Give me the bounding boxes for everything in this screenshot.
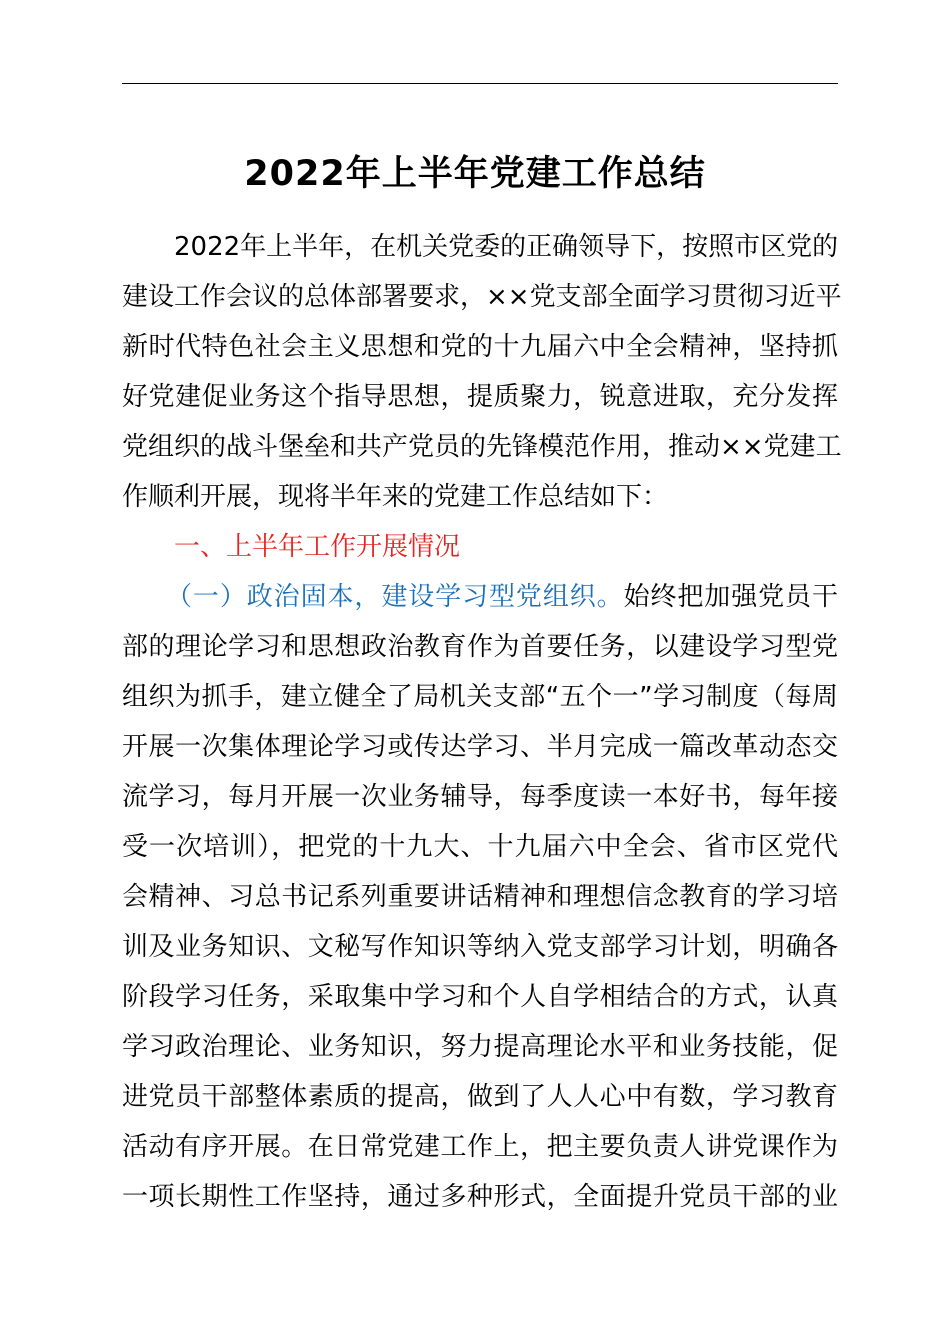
document-title: 2022年上半年党建工作总结: [244, 154, 706, 194]
subsection-heading: （一）政治固本，建设学习型党组织。: [166, 582, 624, 612]
paragraph-line: 流学习，每月开展一次业务辅导，每季度读一本好书，每年接: [122, 782, 838, 812]
header-rule: [122, 83, 838, 84]
paragraph-line: 开展一次集体理论学习或传达学习、半月完成一篇改革动态交: [122, 732, 838, 762]
paragraph-line: 党组织的战斗堡垒和共产党员的先锋模范作用，推动××党建工: [122, 432, 842, 462]
paragraph-text: 始终把加强党员干: [623, 582, 838, 612]
paragraph-line: 活动有序开展。在日常党建工作上，把主要负责人讲党课作为: [122, 1132, 838, 1162]
paragraph-line: 受一次培训），把党的十九大、十九届六中全会、省市区党代: [122, 832, 838, 862]
paragraph-line: 组织为抓手，建立健全了局机关支部“五个一”学习制度（每周: [122, 682, 838, 712]
paragraph-line: 进党员干部整体素质的提高，做到了人人心中有数，学习教育: [122, 1082, 838, 1112]
section-heading: 一、上半年工作开展情况: [174, 532, 461, 562]
paragraph-line: 好党建促业务这个指导思想，提质聚力，锐意进取，充分发挥: [122, 382, 838, 412]
paragraph-line: 学习政治理论、业务知识，努力提高理论水平和业务技能，促: [122, 1032, 838, 1062]
paragraph-line: 训及业务知识、文秘写作知识等纳入党支部学习计划，明确各: [122, 932, 838, 962]
paragraph-line: 阶段学习任务，采取集中学习和个人自学相结合的方式，认真: [122, 982, 838, 1012]
paragraph-line: 部的理论学习和思想政治教育作为首要任务，以建设学习型党: [122, 632, 838, 662]
paragraph-line: 新时代特色社会主义思想和党的十九届六中全会精神，坚持抓: [122, 332, 838, 362]
paragraph-line: 2022年上半年，在机关党委的正确领导下，按照市区党的: [174, 232, 839, 262]
subsection-first-line: [166, 572, 838, 622]
paragraph-line: 作顺利开展，现将半年来的党建工作总结如下：: [122, 482, 669, 512]
paragraph-line: 一项长期性工作坚持，通过多种形式，全面提升党员干部的业: [122, 1182, 838, 1212]
paragraph-line: 建设工作会议的总体部署要求，××党支部全面学习贯彻习近平: [122, 282, 842, 312]
paragraph-line: 会精神、习总书记系列重要讲话精神和理想信念教育的学习培: [122, 882, 838, 912]
